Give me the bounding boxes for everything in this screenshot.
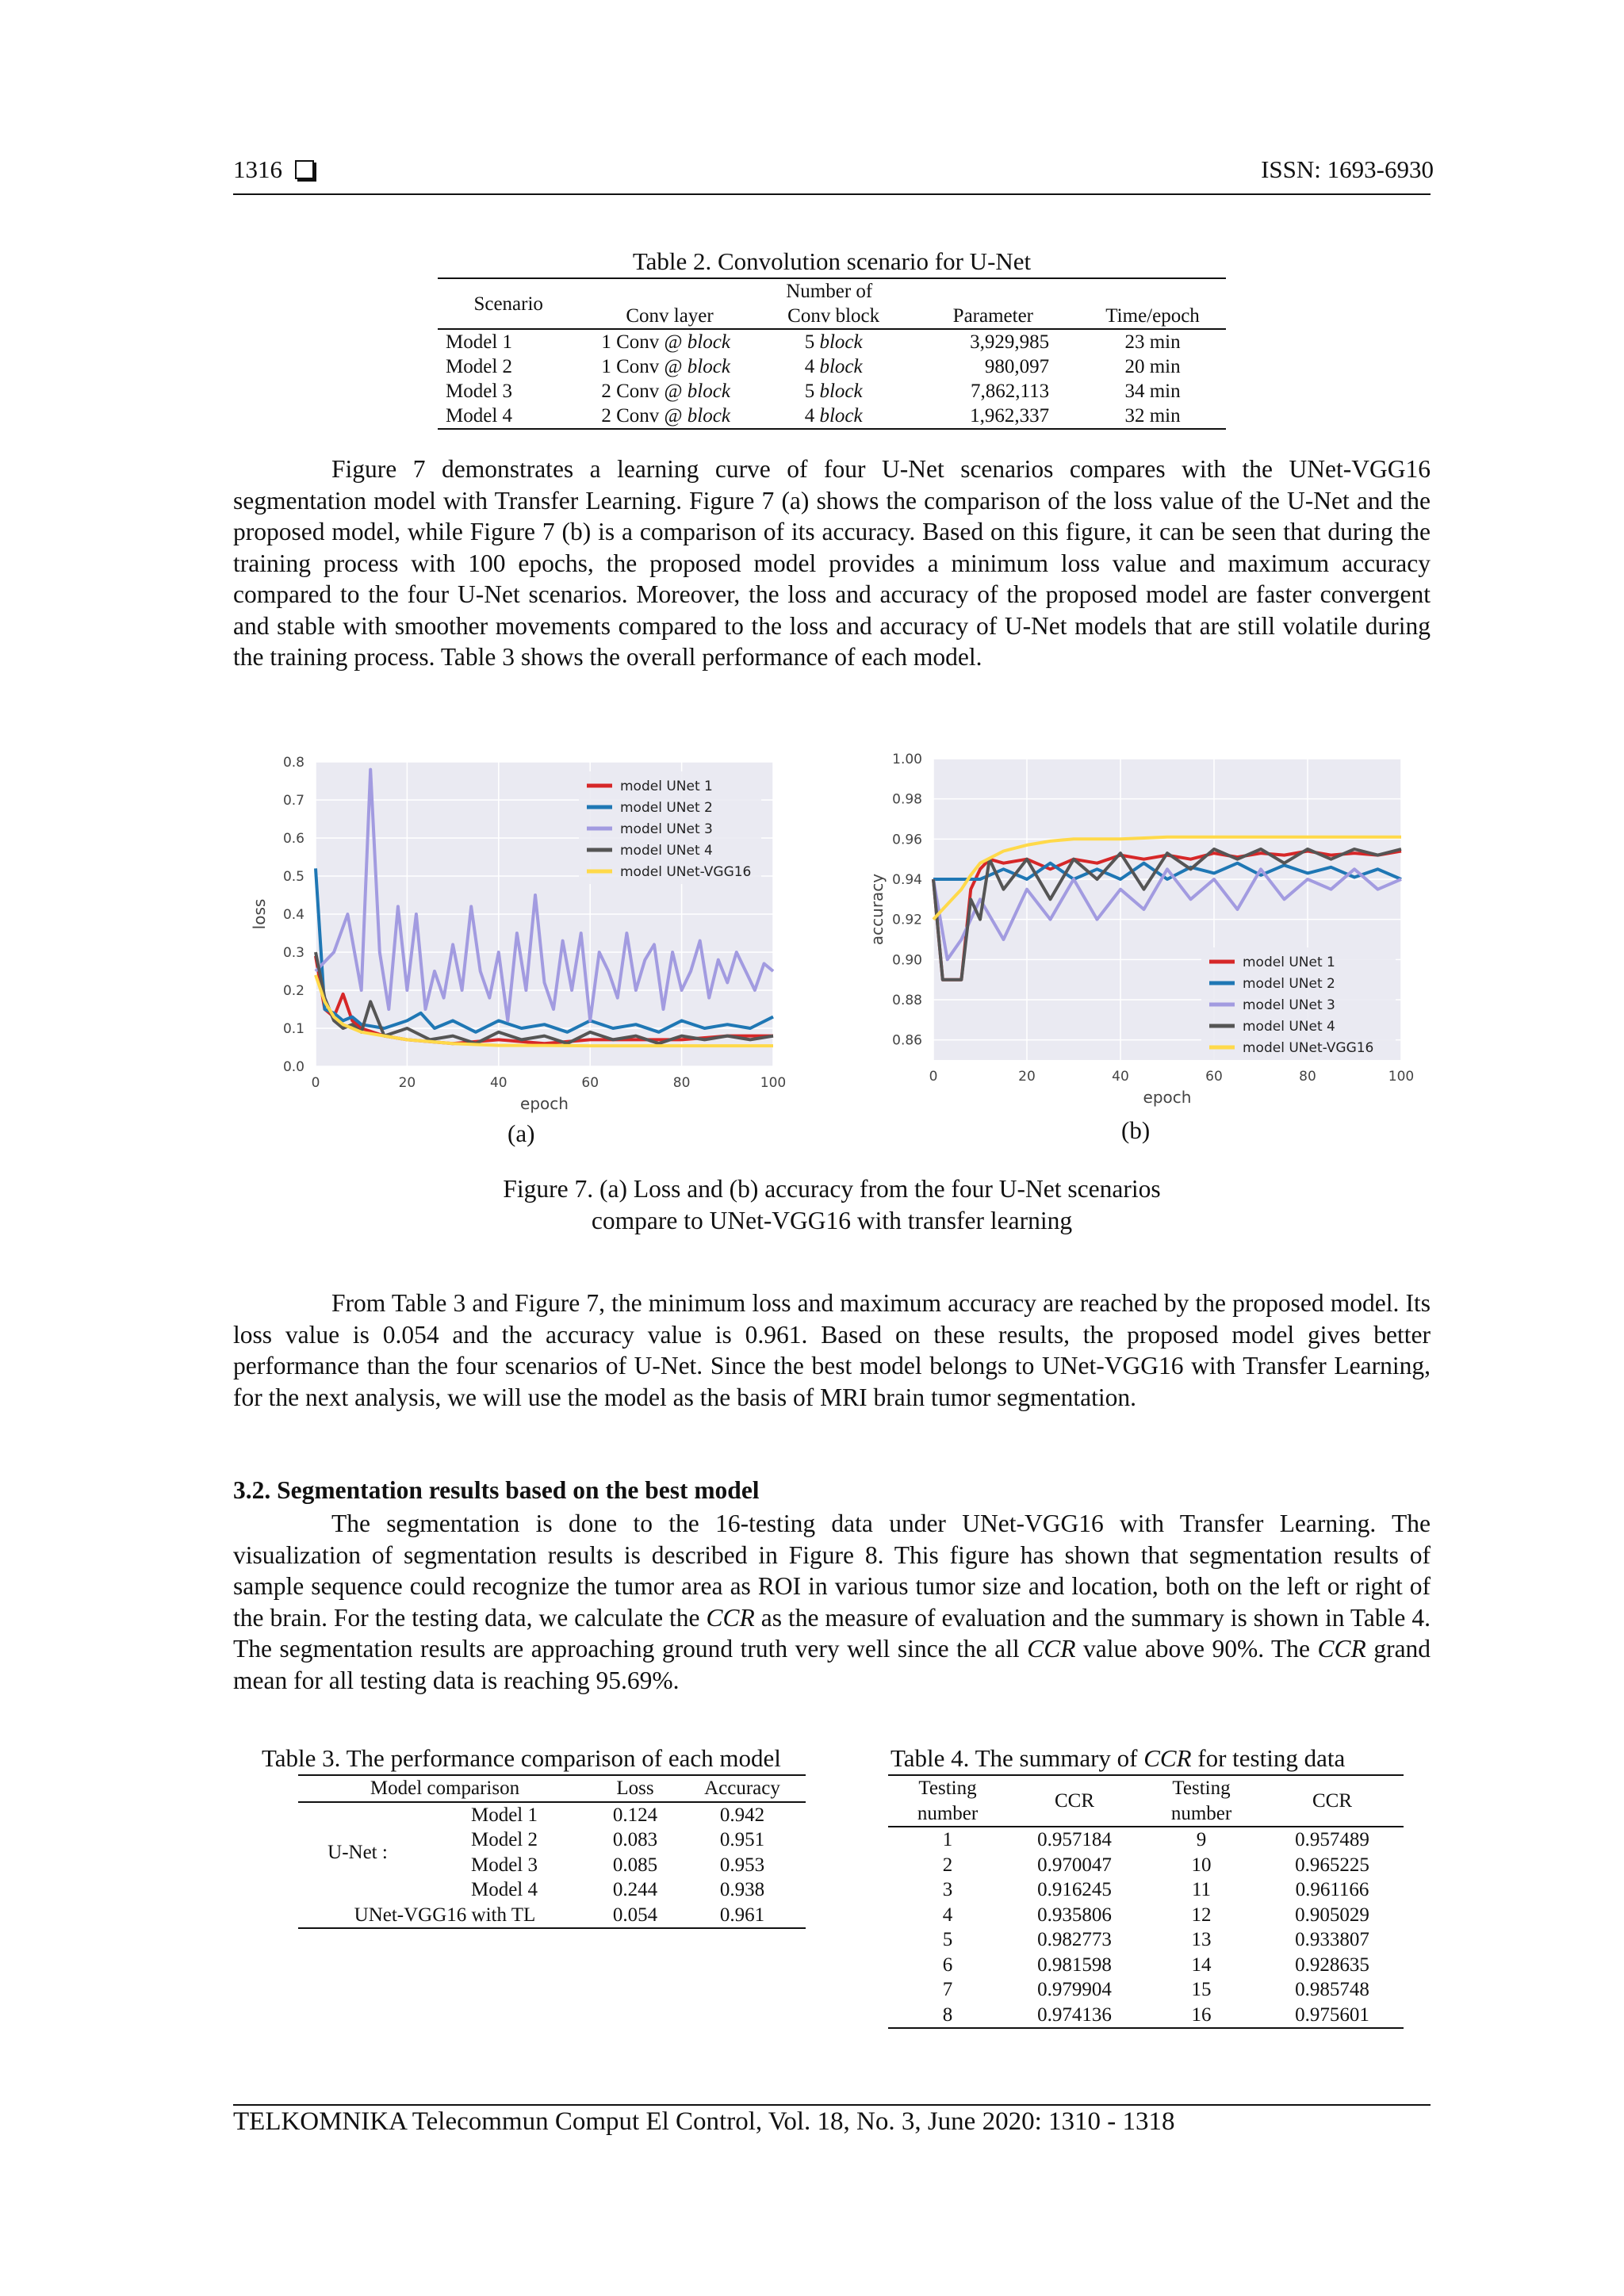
acc-y-tick-label: 0.96	[892, 832, 922, 848]
cell-conv-layer: 1 Conv @ block	[601, 331, 730, 353]
table-3-caption: Table 3. The performance comparison of each model	[262, 1744, 781, 1772]
loss-x-tick-label: 40	[489, 1075, 508, 1091]
table-row	[298, 1903, 806, 1929]
cell-ccr: 0.935806	[1037, 1904, 1112, 1926]
square-icon	[295, 160, 314, 179]
cell-parameter: 7,862,113	[971, 381, 1050, 402]
cell-ccr: 0.982773	[1037, 1929, 1112, 1950]
cell-model: UNet-VGG16 with TL	[354, 1904, 536, 1926]
cell-model: Model 2	[470, 1829, 538, 1850]
acc-x-tick-label: 100	[1388, 1069, 1415, 1085]
paragraph-1: Figure 7 demonstrates a learning curve of four U-Net scenarios compares with the UNet-VGG16 segmentation model with Transfer Learning. Figure 7 (a) shows the comparison of the loss value of the U-Net and the proposed model, while Figure 7 (b) is a comparison of its accuracy. Based on this figure, it can be seen that during the training process with 100 epochs, the proposed model provides a minimum loss value and maximum accuracy compared to the four U-Net scenarios. Moreover, the loss and accuracy of the proposed model are faster convergent and stable with smoother movements compared to the loss and accuracy of U-Net models that are still volatile during the training process. Table 3 shows the overall performance of each model.	[233, 455, 1431, 671]
cell-ccr: 0.957184	[1037, 1829, 1112, 1850]
paragraph-2: From Table 3 and Figure 7, the minimum loss and maximum accuracy are reached by the proposed model. Its loss value is 0.054 and the accuracy value is 0.961. Based on these results, the proposed model gives better performance than the four scenarios of U-Net. Since the best model belongs to UNet-VGG16 with Transfer Learning, for the next analysis, we will use the model as the basis of MRI brain tumor segmentation.	[233, 1289, 1431, 1411]
table-4	[888, 1774, 1404, 2029]
table-row	[438, 379, 1226, 404]
table-row	[888, 1927, 1404, 1953]
paragraph-3: The segmentation is done to the 16-testing data under UNet-VGG16 with Transfer Learning. The visualization of segmentation results is described in Figure 8. This figure has shown that segmentation results of sample sequence could recognize the tumor area as ROI in various tumor size and location, both on the left or right of the brain. For the testing data, we calculate the CCR as the measure of evaluation and the summary is shown in Table 4. The segmentation results are approaching ground truth very well since the all CCR value above 90%. The CCR grand mean for all testing data is reaching 95.69%.	[233, 1510, 1431, 1694]
table-row	[888, 2003, 1404, 2029]
cell-ccr: 0.970047	[1037, 1854, 1112, 1876]
cell-parameter: 3,929,985	[970, 331, 1050, 353]
cell-model: Model 2	[446, 356, 513, 377]
cell-number: 10	[1191, 1854, 1212, 1876]
loss-y-axis-label: loss	[250, 898, 269, 930]
cell-time: 32 min	[1124, 405, 1181, 427]
col-ccr-2: CCR	[1312, 1789, 1353, 1812]
loss-y-tick-label: 0.7	[282, 793, 304, 809]
cell-time: 20 min	[1124, 356, 1181, 377]
acc-y-tick-label: 0.92	[892, 912, 922, 928]
acc-y-axis-label: accuracy	[868, 873, 887, 946]
cell-number: 1	[942, 1829, 953, 1850]
col-number-2: number	[1170, 1802, 1232, 1824]
cell-number: 15	[1191, 1979, 1212, 2000]
cell-loss: 0.085	[612, 1854, 658, 1876]
loss-y-tick-label: 0.5	[282, 869, 304, 885]
table-row	[298, 1802, 806, 1828]
loss-x-tick-label: 0	[311, 1075, 320, 1091]
cell-number: 13	[1191, 1929, 1212, 1950]
footer-rule	[233, 2104, 1431, 2106]
cell-model: Model 1	[446, 331, 513, 353]
col-testing-2: Testing	[1172, 1777, 1231, 1799]
cell-conv-block: 4 block	[804, 405, 863, 427]
loss-x-tick-label: 80	[672, 1075, 691, 1091]
cell-ccr: 0.905029	[1295, 1904, 1369, 1926]
acc-legend-entry: model UNet 1	[1243, 955, 1335, 970]
header-rule	[233, 193, 1431, 195]
section-heading: 3.2. Segmentation results based on the best model	[233, 1476, 760, 1504]
table-row	[888, 1953, 1404, 1978]
acc-legend-entry: model UNet 4	[1243, 1019, 1335, 1035]
loss-legend-entry: model UNet-VGG16	[620, 864, 752, 880]
loss-legend-entry: model UNet 3	[620, 821, 713, 837]
col-model-comparison: Model comparison	[370, 1777, 520, 1799]
cell-conv-block: 5 block	[804, 331, 863, 353]
cell-number: 7	[942, 1979, 953, 2000]
cell-conv-block: 5 block	[804, 381, 863, 402]
cell-loss: 0.054	[612, 1904, 658, 1926]
acc-x-tick-label: 0	[929, 1069, 938, 1085]
table-row	[438, 404, 1226, 429]
cell-model: Model 4	[446, 405, 513, 427]
cell-parameter: 980,097	[984, 356, 1050, 377]
loss-y-tick-label: 0.3	[282, 945, 304, 961]
acc-legend-entry: model UNet-VGG16	[1243, 1040, 1374, 1056]
table-4-caption: Table 4. The summary of CCR for testing data	[891, 1744, 1346, 1772]
acc-legend-entry: model UNet 3	[1243, 997, 1335, 1013]
col-loss: Loss	[616, 1777, 654, 1799]
acc-y-tick-label: 0.86	[892, 1032, 922, 1049]
cell-model: Model 3	[446, 381, 513, 402]
page-number: 1316	[233, 155, 314, 184]
cell-ccr: 0.981598	[1037, 1954, 1112, 1976]
acc-legend-entry: model UNet 2	[1243, 976, 1335, 992]
issn: ISSN: 1693-6930	[1261, 155, 1434, 183]
table-row	[438, 329, 1226, 354]
acc-x-tick-label: 80	[1299, 1069, 1316, 1085]
col-number-1: number	[917, 1802, 979, 1824]
cell-ccr: 0.933807	[1295, 1929, 1369, 1950]
cell-number: 11	[1191, 1879, 1212, 1900]
loss-x-tick-label: 20	[398, 1075, 416, 1091]
accuracy-chart	[860, 749, 1423, 1118]
cell-time: 23 min	[1124, 331, 1181, 353]
acc-y-tick-label: 0.94	[892, 872, 922, 888]
acc-y-tick-label: 1.00	[892, 752, 922, 767]
col-group-number-of: Number of	[786, 281, 873, 302]
table-3	[298, 1774, 806, 1929]
cell-ccr: 0.961166	[1295, 1879, 1369, 1900]
cell-number: 3	[942, 1879, 953, 1900]
cell-loss: 0.244	[612, 1879, 658, 1900]
cell-loss: 0.124	[612, 1804, 658, 1826]
cell-number: 12	[1191, 1904, 1212, 1926]
cell-number: 4	[942, 1904, 953, 1926]
table-row	[438, 354, 1226, 379]
cell-ccr: 0.916245	[1037, 1879, 1112, 1900]
cell-accuracy: 0.951	[719, 1829, 765, 1850]
cell-ccr: 0.975601	[1295, 2003, 1369, 2026]
col-parameter: Parameter	[952, 305, 1034, 327]
loss-legend-entry: model UNet 1	[620, 779, 713, 794]
cell-ccr: 0.974136	[1037, 2003, 1112, 2026]
col-ccr-1: CCR	[1054, 1789, 1095, 1812]
cell-accuracy: 0.953	[719, 1854, 765, 1876]
table-row	[888, 1877, 1404, 1903]
cell-number: 8	[942, 2003, 953, 2026]
cell-ccr: 0.979904	[1037, 1979, 1112, 2000]
acc-y-tick-label: 0.88	[892, 993, 922, 1008]
footer-citation: TELKOMNIKA Telecommun Comput El Control, Vol. 18, No. 3, June 2020: 1310 - 1318	[233, 2107, 1175, 2136]
table-row	[888, 1977, 1404, 2003]
cell-conv-layer: 1 Conv @ block	[601, 356, 730, 377]
figure-7b	[860, 749, 1423, 1118]
loss-legend-entry: model UNet 4	[620, 843, 713, 859]
loss-x-tick-label: 60	[581, 1075, 599, 1091]
cell-loss: 0.083	[612, 1829, 658, 1850]
table-row	[888, 1853, 1404, 1878]
figure-7b-label: (b)	[1121, 1116, 1151, 1144]
cell-ccr: 0.965225	[1295, 1854, 1369, 1876]
cell-time: 34 min	[1124, 381, 1181, 402]
cell-number: 6	[942, 1954, 953, 1976]
cell-model: Model 3	[470, 1854, 538, 1876]
acc-x-tick-label: 40	[1112, 1069, 1129, 1085]
acc-x-tick-label: 60	[1205, 1069, 1223, 1085]
cell-accuracy: 0.938	[719, 1879, 765, 1900]
cell-accuracy: 0.942	[719, 1804, 765, 1826]
acc-y-tick-label: 0.98	[892, 791, 922, 808]
figure-7a	[250, 749, 801, 1122]
loss-y-tick-label: 0.2	[282, 983, 304, 999]
loss-x-tick-label: 100	[760, 1075, 787, 1091]
col-conv-block: Conv block	[787, 305, 880, 327]
cell-model: Model 4	[470, 1879, 538, 1900]
loss-legend-entry: model UNet 2	[620, 800, 713, 816]
table-row	[888, 1827, 1404, 1853]
loss-y-tick-label: 0.4	[282, 907, 304, 923]
cell-number: 2	[942, 1854, 953, 1876]
cell-number: 16	[1191, 2003, 1212, 2026]
loss-y-tick-label: 0.0	[282, 1059, 304, 1075]
loss-y-tick-label: 0.1	[282, 1021, 304, 1037]
acc-x-tick-label: 20	[1018, 1069, 1036, 1085]
loss-y-tick-label: 0.6	[282, 831, 304, 847]
cell-number: 14	[1191, 1954, 1212, 1976]
cell-conv-block: 4 block	[804, 356, 863, 377]
col-conv-layer: Conv layer	[626, 305, 714, 327]
loss-x-axis-label: epoch	[520, 1094, 569, 1113]
col-scenario: Scenario	[473, 293, 543, 315]
cell-number: 9	[1196, 1829, 1207, 1850]
table-2-caption: Table 2. Convolution scenario for U-Net	[632, 247, 1032, 275]
acc-y-tick-label: 0.90	[892, 952, 922, 969]
cell-model: Model 1	[470, 1804, 538, 1826]
acc-x-axis-label: epoch	[1143, 1088, 1192, 1107]
cell-ccr: 0.957489	[1295, 1829, 1369, 1850]
table-row	[888, 1903, 1404, 1928]
cell-ccr: 0.985748	[1295, 1979, 1369, 2000]
table-2	[438, 247, 1226, 430]
loss-y-tick-label: 0.8	[282, 755, 304, 771]
cell-group-unet: U-Net :	[327, 1841, 388, 1863]
col-testing-1: Testing	[918, 1777, 977, 1799]
cell-ccr: 0.928635	[1295, 1954, 1369, 1976]
figure-7-caption: Figure 7. (a) Loss and (b) accuracy from the four U-Net scenarios compare to UNet-VGG16 with transfer learning	[503, 1175, 1161, 1234]
loss-chart	[250, 749, 801, 1122]
cell-conv-layer: 2 Conv @ block	[601, 381, 730, 402]
cell-conv-layer: 2 Conv @ block	[601, 405, 730, 427]
cell-number: 5	[942, 1929, 953, 1950]
col-accuracy: Accuracy	[704, 1777, 780, 1799]
cell-parameter: 1,962,337	[970, 405, 1050, 427]
figure-7a-label: (a)	[508, 1119, 535, 1147]
cell-accuracy: 0.961	[719, 1904, 765, 1926]
col-time: Time/epoch	[1105, 305, 1200, 327]
